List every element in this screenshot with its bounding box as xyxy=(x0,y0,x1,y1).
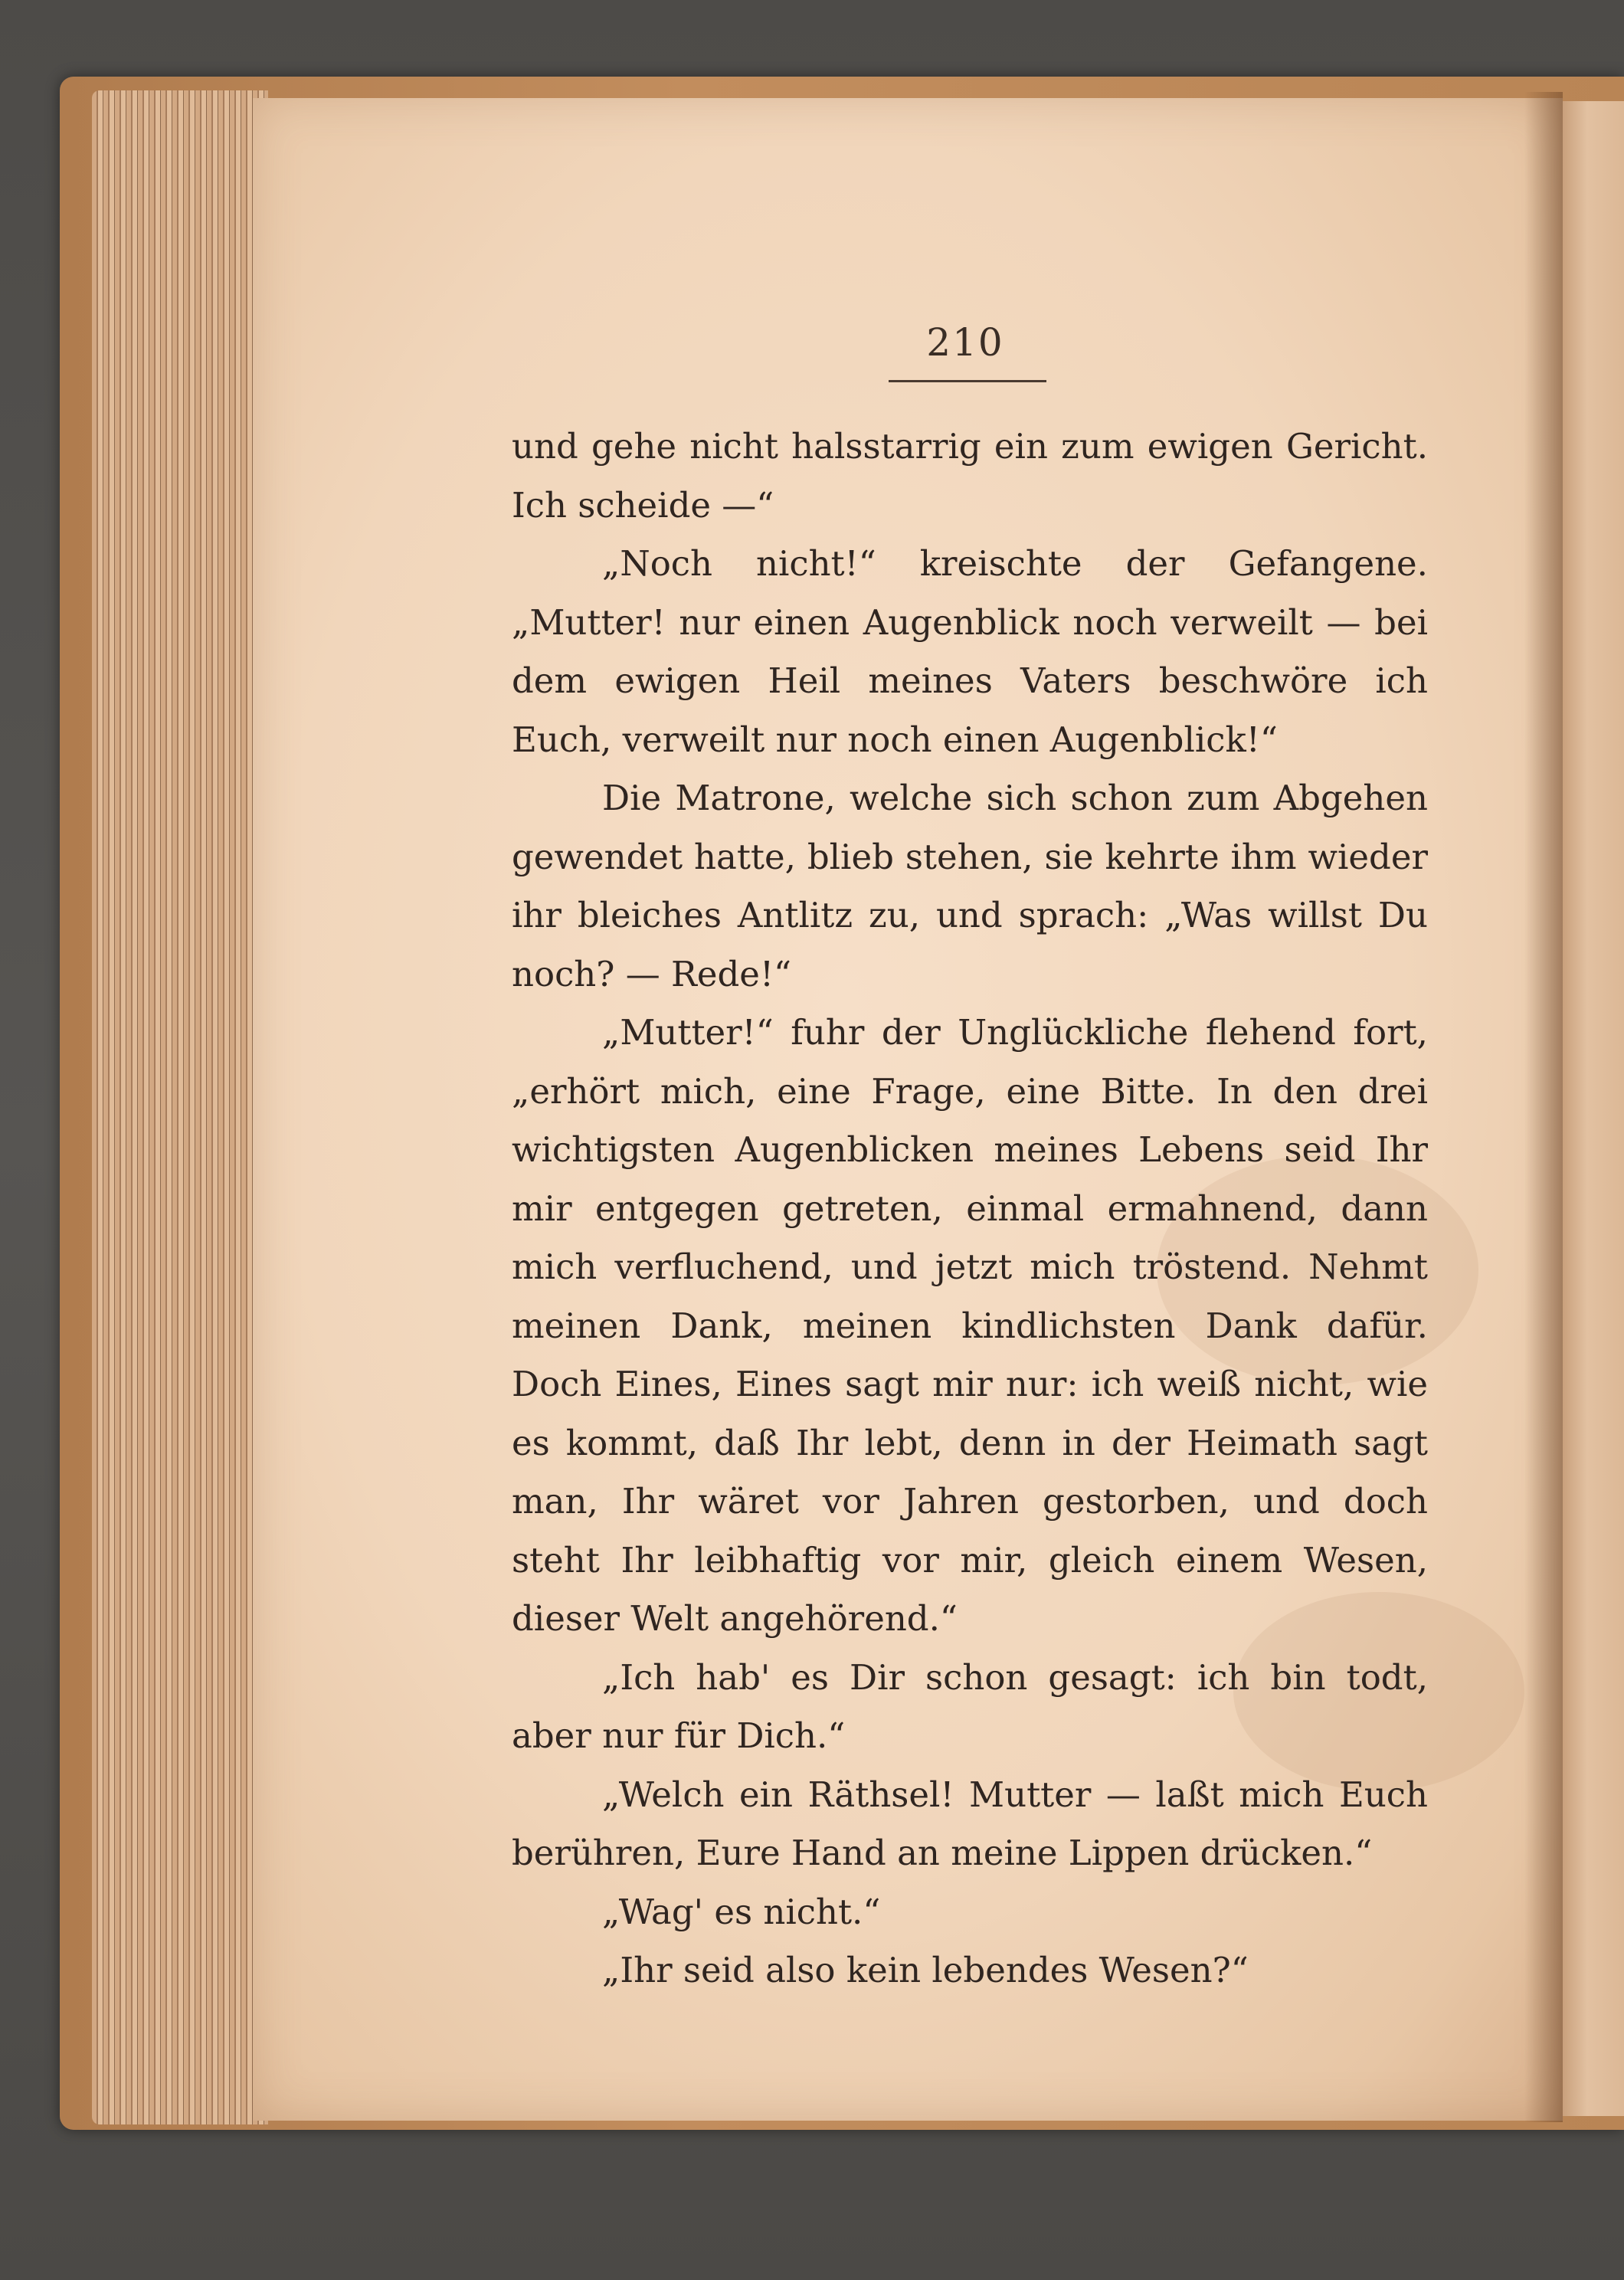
facing-page-edge xyxy=(1563,101,1624,2116)
paragraph: „Ihr seid also kein lebendes Wesen?“ xyxy=(602,1950,1249,1990)
paragraph: „Mutter!“ fuhr der Unglückliche flehend fort, „erhört mich, eine Frage, eine Bitte. In den drei wichtigsten Augenblicken meines Lebens seid Ihr mir entgegen getreten, einmal ermahnend, dann mich verfluchend, und jetzt mich tröstend. Nehmt meinen Dank, meinen kindlichsten Dank dafür. Doch Eines, Eines sagt mir nur: ich weiß nicht, wie es kommt, daß Ihr lebt, denn in der Heimath sagt man, Ihr wäret vor Jahren gestorben, und doch steht Ihr leibhaftig vor mir, gleich einem Wesen, dieser Welt angehörend.“ xyxy=(512,1012,1428,1639)
paragraph: „Wag' es nicht.“ xyxy=(602,1891,881,1932)
paragraph: „Ich hab' es Dir schon gesagt: ich bin todt, aber nur für Dich.“ xyxy=(512,1656,1428,1756)
paragraph: Die Matrone, welche sich schon zum Abgehen gewendet hatte, blieb stehen, sie kehrte ihm wieder ihr bleiches Antlitz zu, und sprach: „Was willst Du noch? — Rede!“ xyxy=(512,778,1428,994)
paragraph: und gehe nicht halsstarrig ein zum ewigen Gericht. Ich scheide —“ xyxy=(512,426,1428,526)
body-text xyxy=(512,418,1428,2000)
header-rule xyxy=(889,380,1046,382)
page-gutter xyxy=(1524,92,1563,2122)
paragraph: „Welch ein Räthsel! Mutter — laßt mich Euch berühren, Eure Hand an meine Lippen drücken.“ xyxy=(512,1774,1428,1873)
page-edges xyxy=(92,90,268,2124)
page-number: 210 xyxy=(926,320,1004,365)
paragraph: „Noch nicht!“ kreischte der Gefangene. „Mutter! nur einen Augenblick noch verweilt — bei dem ewigen Heil meines Vaters beschwöre ich Euch, verweilt nur noch einen Augenblick!“ xyxy=(512,543,1428,760)
